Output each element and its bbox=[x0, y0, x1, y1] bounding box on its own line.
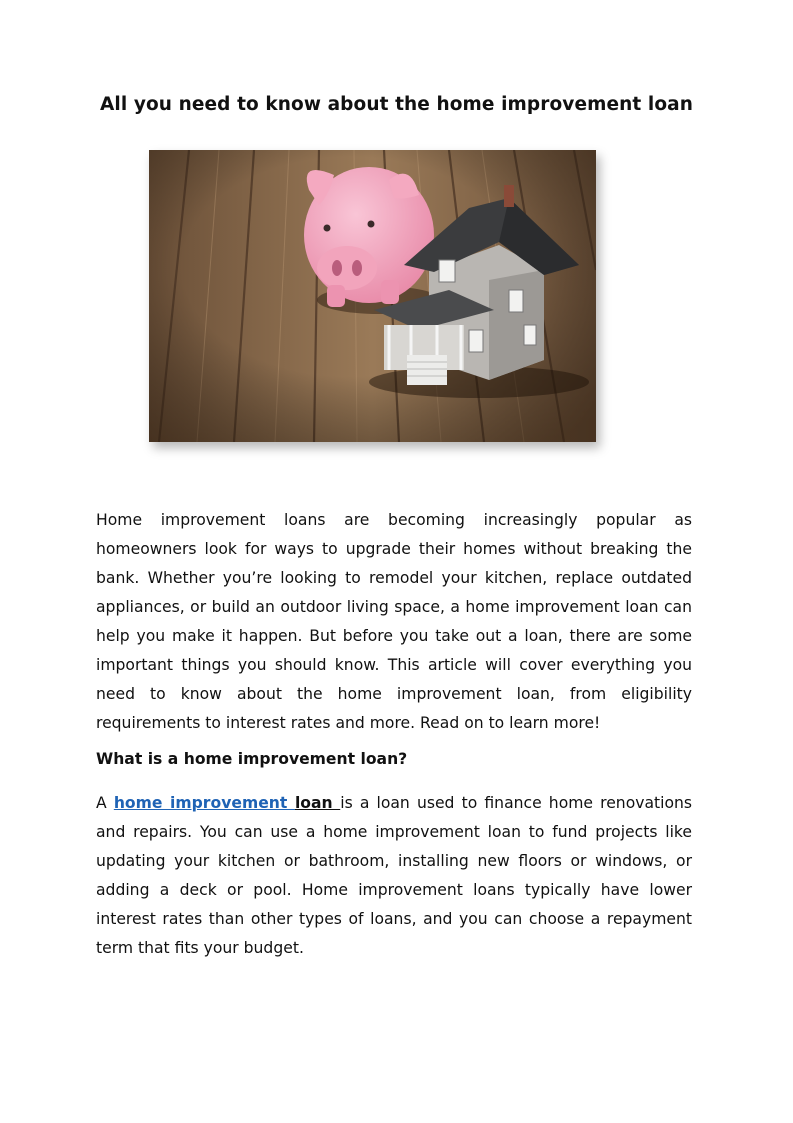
definition-lead-text: A bbox=[96, 794, 114, 812]
definition-body-text: is a loan used to finance home renovations and repairs. You can use a home improvement loan to fund projects like updating your kitchen or bathroom, installing new floors or windows, or adding a deck or pool. Home improvement loans typically have lower interest rates than other types of loans, and you can choose a repayment term that fits your budget. bbox=[96, 794, 693, 957]
section-heading: What is a home improvement loan? bbox=[96, 750, 408, 768]
definition-paragraph bbox=[96, 789, 692, 963]
article-title: All you need to know about the home improvement loan bbox=[100, 94, 693, 115]
intro-paragraph: Home improvement loans are becoming increasingly popular as homeowners look for ways to upgrade their homes without breaking the bank. Whether you’re looking to remodel your kitchen, replace outdated appliances, or build an outdoor living space, a home improvement loan can help you make it happen. But before you take out a loan, there are some important things you should know. This article will cover everything you need to know about the home improvement loan, from eligibility requirements to interest rates and more. Read on to learn more! bbox=[96, 511, 692, 732]
hero-image-piggy-bank-and-house bbox=[149, 150, 596, 442]
loan-link[interactable]: loan bbox=[294, 794, 341, 812]
home-improvement-link[interactable]: home improvement bbox=[113, 794, 295, 812]
piggy-bank-house-illustration bbox=[149, 150, 596, 442]
